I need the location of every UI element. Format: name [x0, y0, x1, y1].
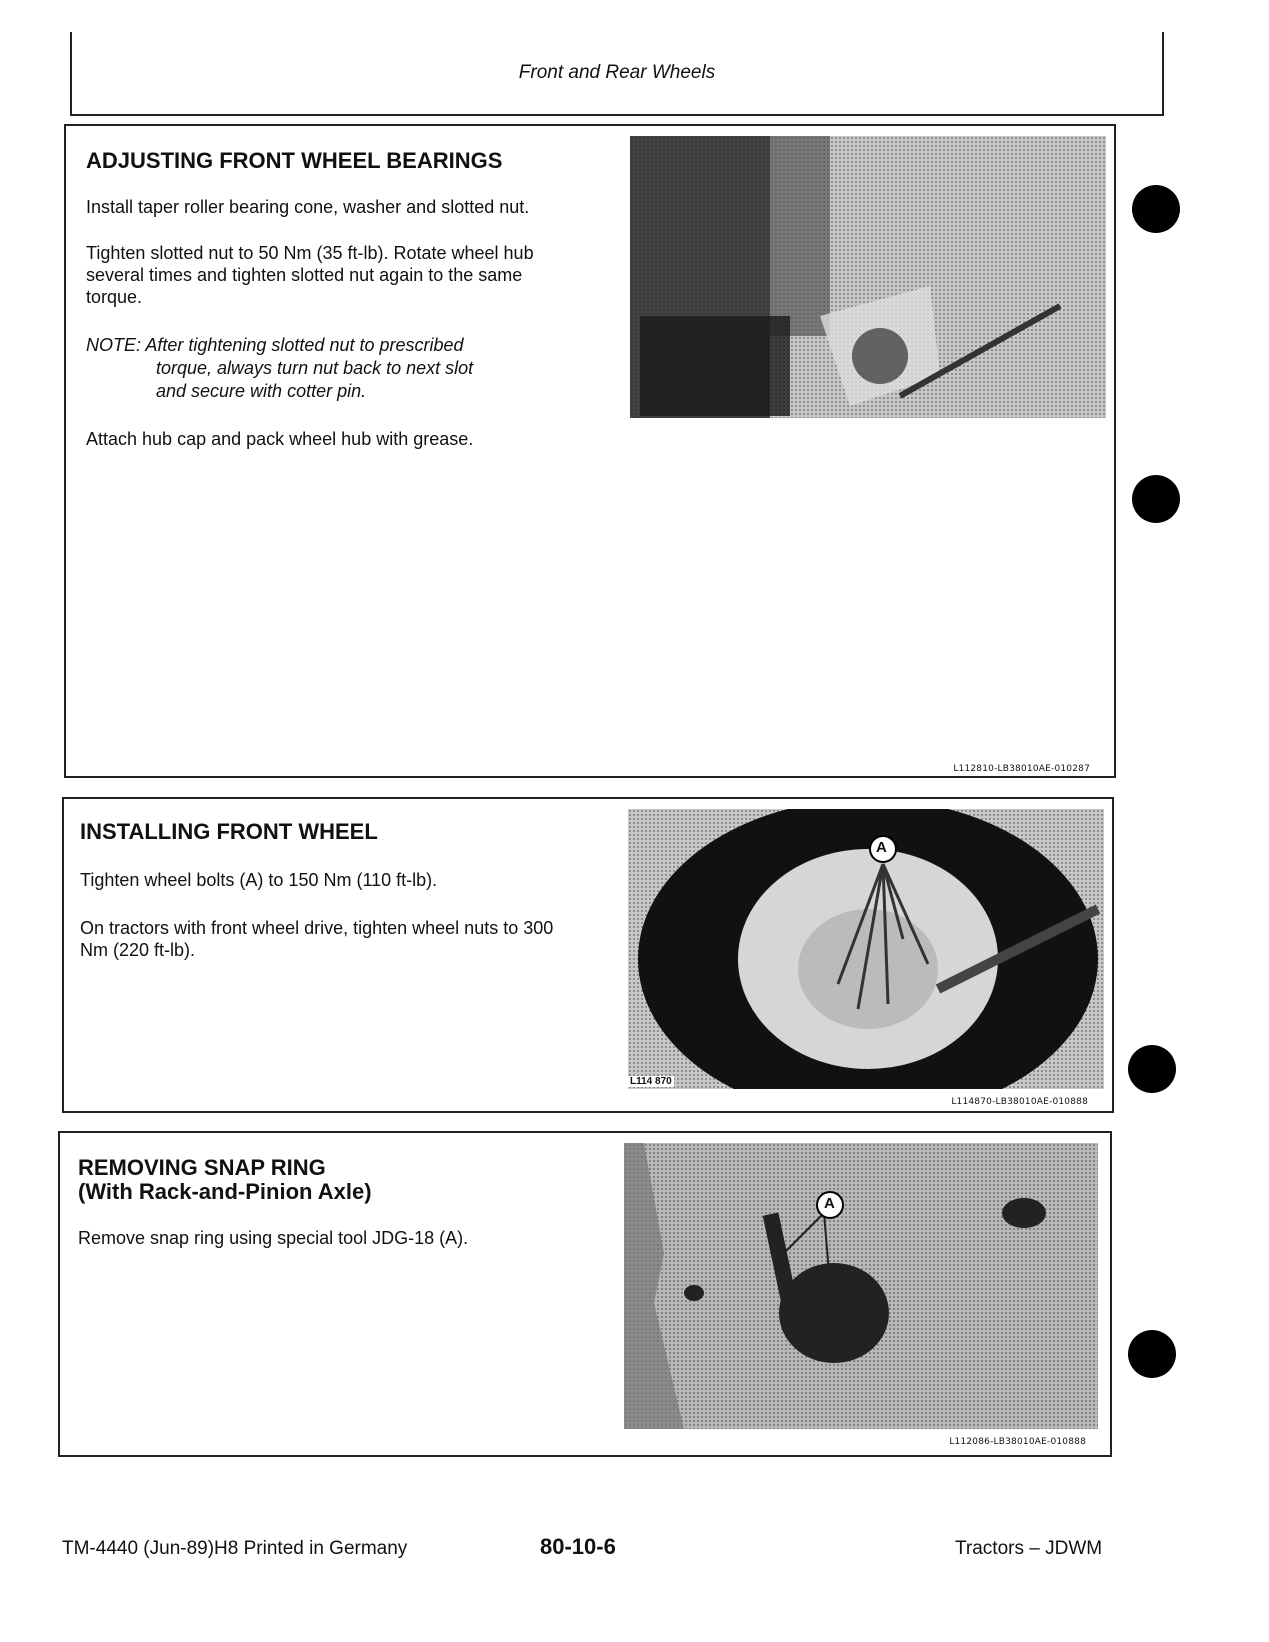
- paragraph: Tighten wheel bolts (A) to 150 Nm (110 ft-lb).: [80, 870, 438, 890]
- footer-page-number: 80-10-6: [540, 1534, 616, 1559]
- section-adjusting-bearings: [64, 124, 1116, 778]
- photo-drawing: [630, 136, 1106, 418]
- binder-hole: [1132, 475, 1180, 523]
- paragraph: Remove snap ring using special tool JDG-18 (A).: [78, 1228, 469, 1248]
- photo-wheel-bearing: [630, 136, 1106, 418]
- photo-drawing: [628, 809, 1104, 1089]
- note-line: torque, always turn nut back to next slot: [156, 358, 474, 378]
- binder-hole: [1128, 1330, 1176, 1378]
- photo-front-wheel: [628, 809, 1104, 1089]
- section-title-line2: (With Rack-and-Pinion Axle): [78, 1179, 372, 1204]
- note-line: NOTE: After tightening slotted nut to prescribed: [86, 335, 464, 355]
- binder-hole: [1132, 185, 1180, 233]
- photo-drawing: [624, 1143, 1098, 1429]
- paragraph: Install taper roller bearing cone, washer and slotted nut.: [86, 197, 530, 217]
- paragraph: On tractors with front wheel drive, tighten wheel nuts to 300 Nm (220 ft-lb).: [80, 918, 554, 960]
- section-title: ADJUSTING FRONT WHEEL BEARINGS: [86, 148, 503, 173]
- photo-snap-ring: [624, 1143, 1098, 1429]
- callout-a: A: [824, 1195, 835, 1212]
- image-code: L112810-LB38010AE-010287: [953, 764, 1090, 774]
- paragraph: Attach hub cap and pack wheel hub with grease.: [86, 429, 474, 449]
- image-code: L112086-LB38010AE-010888: [949, 1437, 1086, 1447]
- section-removing-snap-ring: [58, 1131, 1112, 1457]
- binder-hole: [1128, 1045, 1176, 1093]
- note: [86, 334, 586, 403]
- section-title-line1: REMOVING SNAP RING: [78, 1155, 326, 1180]
- note-line: and secure with cotter pin.: [156, 381, 367, 401]
- image-code: L114870-LB38010AE-010888: [951, 1097, 1088, 1107]
- footer-left: TM-4440 (Jun-89)H8 Printed in Germany: [62, 1538, 408, 1559]
- section-installing-wheel: [62, 797, 1114, 1113]
- section-title: INSTALLING FRONT WHEEL: [80, 819, 378, 844]
- header-title: Front and Rear Wheels: [518, 62, 716, 83]
- footer-right: Tractors – JDWM: [955, 1538, 1103, 1559]
- photo-label: L114 870: [630, 1076, 672, 1087]
- paragraph: Tighten slotted nut to 50 Nm (35 ft-lb). Rotate wheel hub several times and tighten slotted nut again to the same torque.: [86, 243, 534, 307]
- page-header: [70, 32, 1164, 116]
- callout-a: A: [876, 839, 887, 856]
